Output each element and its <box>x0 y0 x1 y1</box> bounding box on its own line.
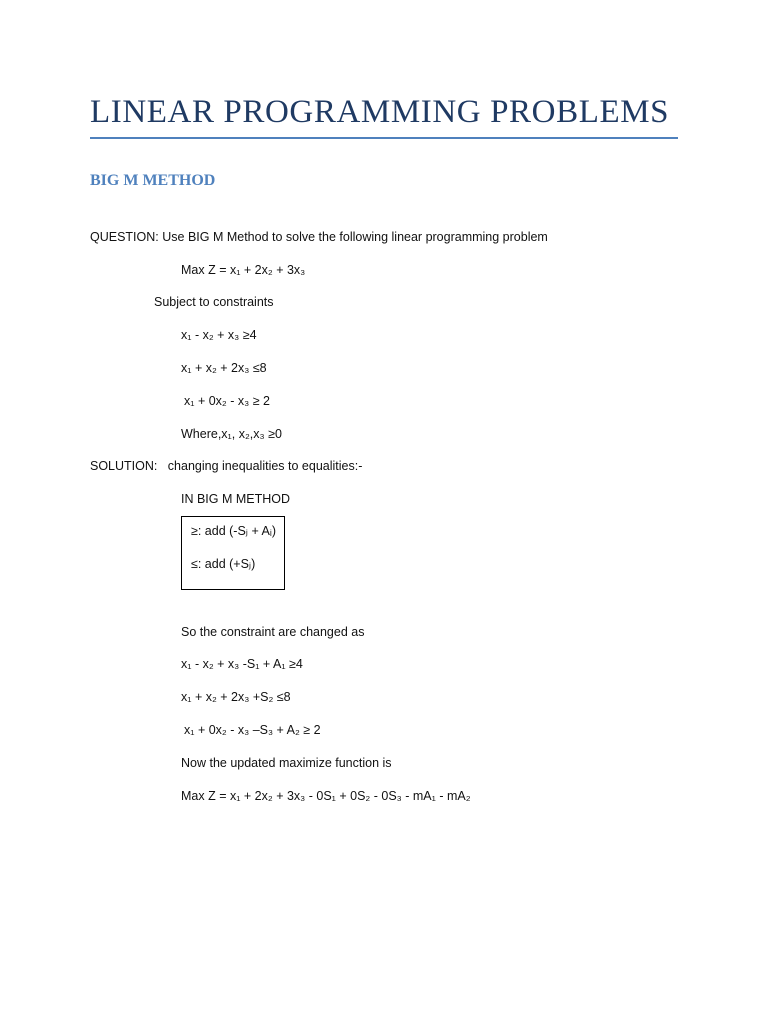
non-negativity: Where,x₁, x₂,x₃ ≥0 <box>181 427 282 441</box>
updated-objective: Max Z = x₁ + 2x₂ + 3x₃ - 0S₁ + 0S₂ - 0S₃ - mA₁ - mA₂ <box>181 789 471 803</box>
changed-constraint-2: x₁ + x₂ + 2x₃ +S₂ ≤8 <box>181 690 291 704</box>
constraint-1: x₁ - x₂ + x₃ ≥4 <box>181 328 257 342</box>
section-heading: BIG M METHOD <box>90 172 216 189</box>
page-title: LINEAR PROGRAMMING PROBLEMS <box>90 94 670 130</box>
title-underline <box>90 137 678 139</box>
constraint-2: x₁ + x₂ + 2x₃ ≤8 <box>181 361 267 375</box>
question-line <box>90 229 548 245</box>
solution-label: SOLUTION: <box>90 459 158 473</box>
rules-box <box>181 516 285 590</box>
changed-constraint-1: x₁ - x₂ + x₃ -S₁ + A₁ ≥4 <box>181 657 303 671</box>
question-label: QUESTION: <box>90 230 159 244</box>
rule-less-equal: ≤: add (+Sⱼ) <box>191 557 256 571</box>
method-heading: IN BIG M METHOD <box>181 492 291 506</box>
changed-constraint-3: x₁ + 0x₂ - x₃ –S₃ + A₂ ≥ 2 <box>184 723 321 737</box>
constraint-3: x₁ + 0x₂ - x₃ ≥ 2 <box>184 394 270 408</box>
solution-text: changing inequalities to equalities:- <box>167 459 363 473</box>
updated-label: Now the updated maximize function is <box>181 756 392 770</box>
objective-function: Max Z = x₁ + 2x₂ + 3x₃ <box>181 263 306 277</box>
question-text: Use BIG M Method to solve the following linear programming problem <box>162 230 548 244</box>
rule-greater-equal: ≥: add (-Sⱼ + Aᵢ) <box>191 524 277 538</box>
solution-line <box>90 458 362 474</box>
changed-label: So the constraint are changed as <box>181 625 365 639</box>
constraints-label: Subject to constraints <box>154 295 274 309</box>
